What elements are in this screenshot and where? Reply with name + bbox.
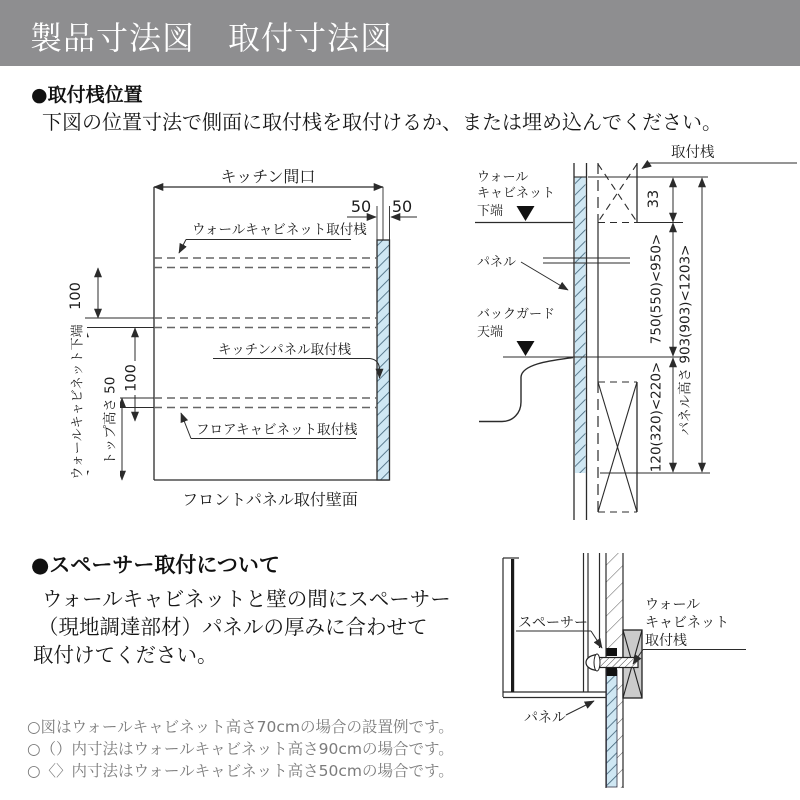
- dim-50-right: 50: [391, 197, 413, 216]
- note-2: ○（）内寸法はウォールキャビネット高さ90cmの場合です。: [27, 740, 454, 758]
- header-banner: [0, 0, 800, 66]
- side-view-diagram: [460, 140, 800, 535]
- rail-section-heading: ●取付桟位置: [31, 84, 143, 106]
- dim-rail-to-backguard: 750(550)<950>: [648, 233, 665, 345]
- lower-rail-section: [598, 382, 637, 512]
- wall-cabinet-rail-label: ウォールキャビネット取付桟: [192, 222, 367, 238]
- kitchen-panel-rail-label: キッチンパネル取付桟: [218, 342, 352, 358]
- dim-33: 33: [646, 189, 662, 209]
- spacer-section-heading: ●スペーサー取付について: [31, 553, 280, 577]
- floor-cabinet-rail-label: フロアキャビネット取付桟: [196, 422, 358, 438]
- wall-cabinet-bottom-l3: 下端: [477, 204, 504, 219]
- top-height-label: トップ高さ 50: [102, 376, 119, 466]
- cabinet-door-panel: [511, 559, 514, 692]
- panel-section: [575, 177, 586, 473]
- dim-backguard-to-bottom: 120(320)<220>: [648, 361, 665, 473]
- backguard-l1: バックガード: [477, 307, 556, 322]
- panel-rail-strip: [377, 240, 390, 480]
- panel-strip: [607, 670, 618, 787]
- panel-label: パネル: [477, 255, 517, 270]
- rail-label-l2: キャビネット: [645, 615, 729, 631]
- upper-rail-section: [598, 164, 637, 223]
- page-title: 製品寸法図 取付寸法図: [30, 19, 394, 57]
- kitchen-width-label: キッチン間口: [220, 167, 316, 186]
- rail-label-l3: 取付桟: [645, 633, 687, 649]
- spacer-detail-diagram: [480, 540, 800, 800]
- spacer-view-lines: [503, 553, 623, 788]
- spacer-block-lower: [607, 668, 618, 676]
- dim-100-lower: 100: [123, 364, 140, 392]
- rail-label-l1: ウォール: [645, 597, 701, 613]
- rail-label: 取付桟: [671, 145, 715, 161]
- spacer-section-line2: （現地調達部材）パネルの厚みに合わせて: [38, 615, 428, 639]
- spacer-section-line1: ウォールキャビネットと壁の間にスペーサー: [42, 587, 451, 611]
- spacer-section-line3: 取付けてください。: [33, 643, 218, 667]
- note-1: ○図はウォールキャビネット高さ70cmの場合の設置例です。: [27, 718, 454, 736]
- wall-cabinet-bottom-l2: キャビネット: [477, 186, 556, 201]
- dim-panel-height: パネル高さ 903(903)<1203>: [677, 244, 694, 436]
- note-3: ○〈〉内寸法はウォールキャビネット高さ50cmの場合です。: [27, 762, 454, 780]
- wall-cabinet-bottom-l1: ウォール: [477, 170, 529, 185]
- front-view-diagram: [60, 160, 440, 515]
- dim-50-left: 50: [350, 197, 372, 216]
- datum-triangle-backguard: [517, 341, 535, 356]
- rail-dashed-lines: [154, 258, 377, 408]
- datum-triangle-cabinet-bottom: [517, 206, 535, 221]
- rail-section-body: 下図の位置寸法で側面に取付桟を取付けるか、または埋め込んでください。: [42, 110, 722, 134]
- wall-cabinet-bottom-label: ウォールキャビネット下端: [70, 324, 86, 480]
- backguard-profile: [479, 358, 573, 422]
- dim-100-upper: 100: [68, 282, 84, 310]
- front-panel-wall-label: フロントパネル取付壁面: [182, 490, 358, 509]
- spacer-block-upper: [607, 648, 618, 656]
- spacer-label: スペーサー: [518, 615, 588, 631]
- wall-hatch-upper: [606, 553, 623, 648]
- backguard-l2: 天端: [477, 325, 504, 340]
- panel-label-bottom: パネル: [524, 710, 566, 726]
